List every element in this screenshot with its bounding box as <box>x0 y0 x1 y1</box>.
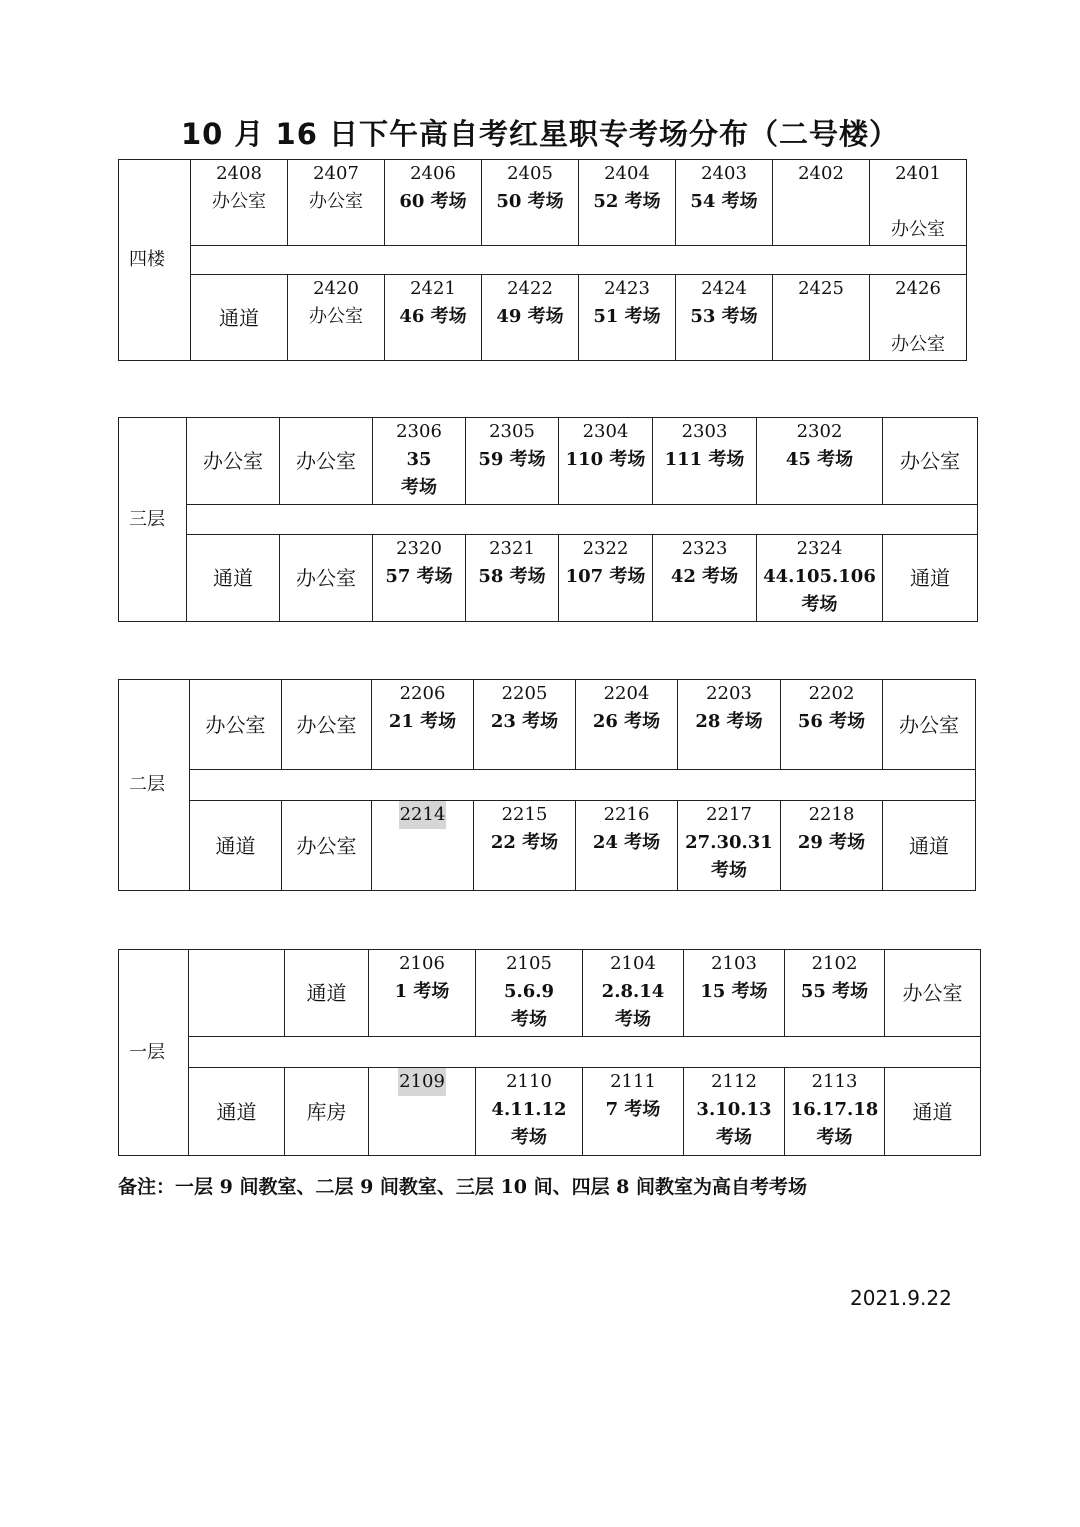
room-cell: 办公室 <box>885 950 981 1037</box>
corridor <box>189 1037 981 1068</box>
room-cell: 2320 57 考场 <box>373 535 466 622</box>
corridor <box>190 770 976 801</box>
room-cell: 通道 <box>187 535 280 622</box>
room-cell: 2421 46 考场 <box>385 275 482 361</box>
room-cell: 通道 <box>189 1068 285 1156</box>
room-cell: 2403 54 考场 <box>676 160 773 246</box>
room-cell: 2106 1 考场 <box>369 950 476 1037</box>
room-cell: 2112 3.10.13 考场 <box>684 1068 785 1156</box>
room-cell: 2109 <box>369 1068 476 1156</box>
room-cell: 2423 51 考场 <box>579 275 676 361</box>
room-cell: 2111 7 考场 <box>583 1068 684 1156</box>
room-cell: 办公室 <box>282 801 372 891</box>
document-date: 2021.9.22 <box>850 1286 952 1310</box>
room-cell: 2202 56 考场 <box>781 680 883 770</box>
room-cell: 2104 2.8.14 考场 <box>583 950 684 1037</box>
room-cell: 2214 <box>372 801 474 891</box>
room-cell: 2206 21 考场 <box>372 680 474 770</box>
room-cell: 2401 办公室 <box>870 160 967 246</box>
room-cell: 2105 5.6.9 考场 <box>476 950 583 1037</box>
page-title: 10 月 16 日下午高自考红星职专考场分布（二号楼） <box>180 117 899 151</box>
room-cell: 2103 15 考场 <box>684 950 785 1037</box>
room-cell: 2424 53 考场 <box>676 275 773 361</box>
room-cell: 通道 <box>285 950 369 1037</box>
room-cell: 2218 29 考场 <box>781 801 883 891</box>
floor-label: 三层 <box>119 418 187 622</box>
room-cell: 2216 24 考场 <box>576 801 678 891</box>
floor-1-table <box>118 949 981 1156</box>
room-cell: 2306 35 考场 <box>373 418 466 505</box>
floor-label: 四楼 <box>119 160 191 361</box>
room-cell: 2405 50 考场 <box>482 160 579 246</box>
room-cell: 2205 23 考场 <box>474 680 576 770</box>
room-cell: 库房 <box>285 1068 369 1156</box>
room-cell: 2408 办公室 <box>191 160 288 246</box>
room-cell: 2402 <box>773 160 870 246</box>
room-cell: 通道 <box>191 275 288 361</box>
room-cell: 2407 办公室 <box>288 160 385 246</box>
room-cell: 2323 42 考场 <box>653 535 757 622</box>
floor-label: 二层 <box>119 680 190 891</box>
room-cell: 通道 <box>190 801 282 891</box>
floor-4-table <box>118 159 967 361</box>
corridor <box>191 246 967 275</box>
room-cell: 2322 107 考场 <box>559 535 653 622</box>
room-cell: 通道 <box>883 801 976 891</box>
room-cell: 2113 16.17.18 考场 <box>785 1068 885 1156</box>
room-cell: 2406 60 考场 <box>385 160 482 246</box>
room-cell: 2204 26 考场 <box>576 680 678 770</box>
room-cell: 2425 <box>773 275 870 361</box>
room-cell: 2303 111 考场 <box>653 418 757 505</box>
room-cell: 通道 <box>883 535 978 622</box>
room-cell: 2304 110 考场 <box>559 418 653 505</box>
room-cell: 2404 52 考场 <box>579 160 676 246</box>
room-cell: 办公室 <box>883 680 976 770</box>
room-cell: 2426 办公室 <box>870 275 967 361</box>
room-cell: 2420 办公室 <box>288 275 385 361</box>
room-cell: 2324 44.105.106 考场 <box>757 535 883 622</box>
room-cell: 办公室 <box>187 418 280 505</box>
room-cell: 2422 49 考场 <box>482 275 579 361</box>
room-cell: 办公室 <box>280 418 373 505</box>
room-cell: 2321 58 考场 <box>466 535 559 622</box>
corridor <box>187 505 978 535</box>
room-cell: 办公室 <box>190 680 282 770</box>
room-cell: 办公室 <box>280 535 373 622</box>
remark-note: 备注：一层 9 间教室、二层 9 间教室、三层 10 间、四层 8 间教室为高自考考场 <box>118 1176 808 1198</box>
room-cell: 2203 28 考场 <box>678 680 781 770</box>
floor-label: 一层 <box>119 950 189 1156</box>
room-cell <box>189 950 285 1037</box>
room-cell: 2302 45 考场 <box>757 418 883 505</box>
room-cell: 2110 4.11.12 考场 <box>476 1068 583 1156</box>
room-cell: 通道 <box>885 1068 981 1156</box>
room-cell: 2217 27.30.31 考场 <box>678 801 781 891</box>
floor-3-table <box>118 417 978 622</box>
room-cell: 2215 22 考场 <box>474 801 576 891</box>
room-cell: 2102 55 考场 <box>785 950 885 1037</box>
floor-2-table <box>118 679 976 891</box>
room-cell: 2305 59 考场 <box>466 418 559 505</box>
room-cell: 办公室 <box>282 680 372 770</box>
room-cell: 办公室 <box>883 418 978 505</box>
